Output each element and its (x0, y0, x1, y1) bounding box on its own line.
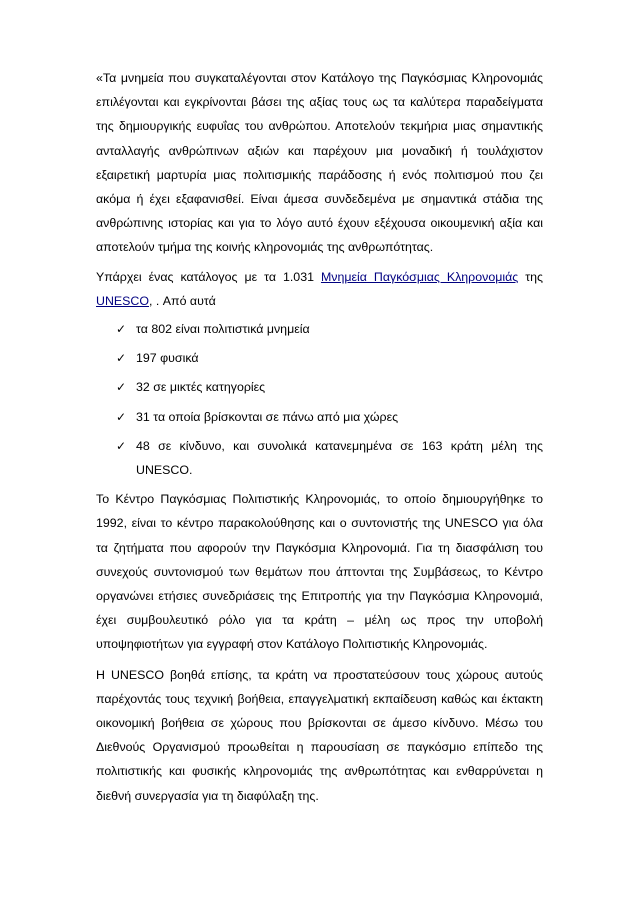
list-item (116, 434, 543, 482)
list-item-text: 48 σε κίνδυνο, και συνολικά κατανεμημένα σε 163 κράτη μέλη της UNESCO. (136, 438, 543, 478)
check-icon: ✓ (116, 322, 127, 337)
list-item (116, 346, 543, 370)
check-icon: ✓ (116, 380, 127, 395)
check-icon: ✓ (116, 438, 127, 453)
world-heritage-sites-link[interactable]: Μνημεία Παγκόσμιας Κληρονομιάς (320, 269, 519, 284)
paragraph-heritage-list-text-mid: της (518, 269, 543, 284)
list-item-text: τα 802 είναι πολιτιστικά μνημεία (136, 322, 310, 337)
list-item (116, 405, 543, 429)
list-item-text: 31 τα οποία βρίσκονται σε πάνω από μια χώρες (136, 409, 399, 424)
list-item-text: 32 σε μικτές κατηγορίες (136, 380, 266, 395)
list-item (116, 375, 543, 399)
list-item-text: 197 φυσικά (136, 351, 199, 366)
document-page (96, 66, 543, 808)
paragraph-world-heritage-intro: «Τα μνημεία που συγκαταλέγονται στον Κατάλογο της Παγκόσμιας Κληρονομιάς επιλέγονται και εγκρίνονται βάσει της αξίας τους ως τα καλύτερα παραδείγματα της δημιουργικής ευφυΐας του ανθρώπου. Αποτελούν τεκμήρια μιας σημαντικής ανταλλαγής ανθρώπινων αξιών και παρέχουν μια μοναδική ή τουλάχιστον εξαιρετική μαρτυρία μιας πολιτισμικής παράδοσης ή ενός πολιτισμού που ζει ακόμα ή έχει εξαφανισθεί. Είναι άμεσα συνδεδεμένα με σημαντικά στάδια της ανθρώπινης ιστορίας και για το λόγο αυτό έχουν εξέχουσα οικουμενική αξία και αποτελούν τμήμα της κοινής κληρονομιάς της ανθρωπότητας. (96, 71, 543, 255)
check-icon: ✓ (116, 351, 127, 366)
unesco-link[interactable]: UNESCO (96, 293, 150, 308)
paragraph-unesco-assistance: Η UNESCO βοηθά επίσης, τα κράτη να προστατεύσουν τους χώρους αυτούς παρέχοντάς τους τεχνική βοήθεια, επαγγελματική εκπαίδευση καθώς και έκτακτη οικονομική βοήθεια σε χώρους που βρίσκονται σε άμεσο κίνδυνο. Μέσω του Διεθνούς Οργανισμού προωθείται η παρουσίαση σε παγκόσμιο επίπεδο της πολιτιστικής και φυσικής κληρονομιάς της ανθρωπότητας και ενθαρρύνεται η διεθνή συνεργασία για τη διαφύλαξη της. (96, 667, 543, 803)
paragraph-heritage-list-text-after: , . Από αυτά (149, 293, 216, 308)
check-icon: ✓ (116, 409, 127, 424)
paragraph-heritage-centre: Το Κέντρο Παγκόσμιας Πολιτιστικής Κληρονομιάς, το οποίο δημιουργήθηκε το 1992, είναι το κέντρο παρακολούθησης και ο συντονιστής της UNESCO για όλα τα ζητήματα που αφορούν την Παγκόσμια Κληρονομιά. Για τη διασφάλιση του συνεχούς συντονισμού των θεμάτων που άπτονται της Συμβάσεως, το Κέντρο οργανώνει ετήσιες συνεδριάσεις της Επιτροπής για την Παγκόσμια Κληρονομιά, έχει συμβουλευτικό ρόλο για τα κράτη – μέλη ως προς την υποβολή υποψηφιοτήτων για εγγραφή στον Κατάλογο Πολιτιστικής Κληρονομιάς. (96, 492, 543, 652)
heritage-breakdown-list (96, 317, 543, 482)
paragraph-heritage-list (96, 265, 543, 313)
paragraph-heritage-list-text-before: Υπάρχει ένας κατάλογος με τα 1.031 (96, 269, 321, 284)
list-item (116, 317, 543, 341)
